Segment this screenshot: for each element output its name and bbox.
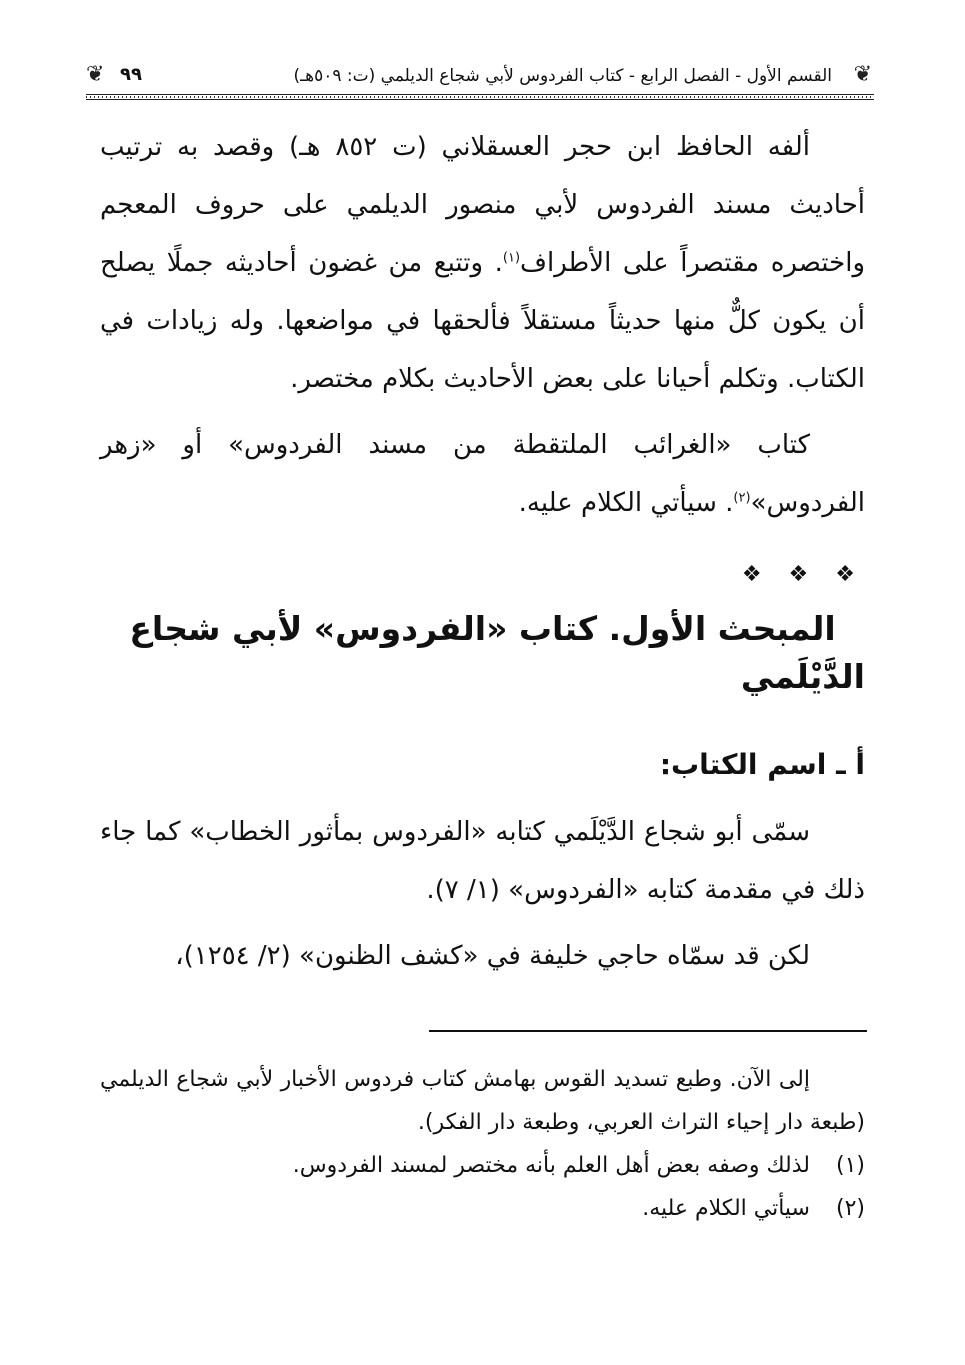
footnote-number: (٢) [835,1196,865,1221]
footnote-ref: (١) [502,250,521,266]
paragraph [100,118,865,408]
paragraph [100,416,865,532]
ornament-icon: ❦ [86,62,105,87]
footnote-text: سيأتي الكلام عليه. [642,1196,810,1221]
paragraph-text: ألفه الحافظ ابن حجر العسقلاني (ت ٨٥٢ هـ) وقصد به ترتيب أحاديث مسند الفردوس لأبي منصور الديلمي على حروف المعجم واختصره مقتصراً على الأطراف [100,132,865,278]
paragraph-text: . وتتبع من غضون أحاديثه جملًا يصلح أن يكون كلٌّ منها حديثاً مستقلاً فألحقها في مواضعها. وله زيادات في الكتاب. وتكلم أحيانا على بعض الأحاديث بكلام مختصر. [100,248,865,394]
section-separator: ❖ ❖ ❖ [741,562,865,587]
running-title: القسم الأول - الفصل الرابع - كتاب الفردوس لأبي شجاع الديلمي (ت: ٥٠٩هـ) [293,66,832,86]
paragraph-text: . سيأتي الكلام عليه. [518,488,734,518]
ornament-icon: ❦ [853,62,872,87]
paragraph-text: كتاب «الغرائب الملتقطة من مسند الفردوس» أو «زهر الفردوس» [100,430,865,518]
running-header [80,62,880,102]
paragraph: سمّى أبو شجاع الدَّيْلَمي كتابه «الفردوس بمأثور الخطاب» كما جاء ذلك في مقدمة كتابه «الفردوس» (١/ ٧). [100,817,865,905]
footnote-number: (١) [835,1153,865,1178]
subheading: أ ـ اسم الكتاب: [659,748,865,781]
footnote-ref: (٢) [733,490,751,506]
footnote-continuation: إلى الآن. وطبع تسديد القوس بهامش كتاب فردوس الأخبار لأبي شجاع الديلمي (طبعة دار إحياء التراث العربي، وطبعة دار الفكر). [100,1067,865,1135]
footnote-rule [429,1030,867,1032]
main-text [100,118,865,985]
footnote-text: لذلك وصفه بعض أهل العلم بأنه مختصر لمسند الفردوس. [292,1153,810,1178]
footnotes [100,1058,865,1230]
paragraph: لكن قد سمّاه حاجي خليفة في «كشف الظنون» (٢/ ١٢٥٤)، [175,941,810,971]
header-rule [86,94,874,100]
footnote-item [100,1144,865,1187]
footnote-item [100,1187,865,1230]
page-number: ٩٩ [120,64,142,85]
section-title: المبحث الأول. كتاب «الفردوس» لأبي شجاع الدَّيْلَمي [129,609,865,696]
